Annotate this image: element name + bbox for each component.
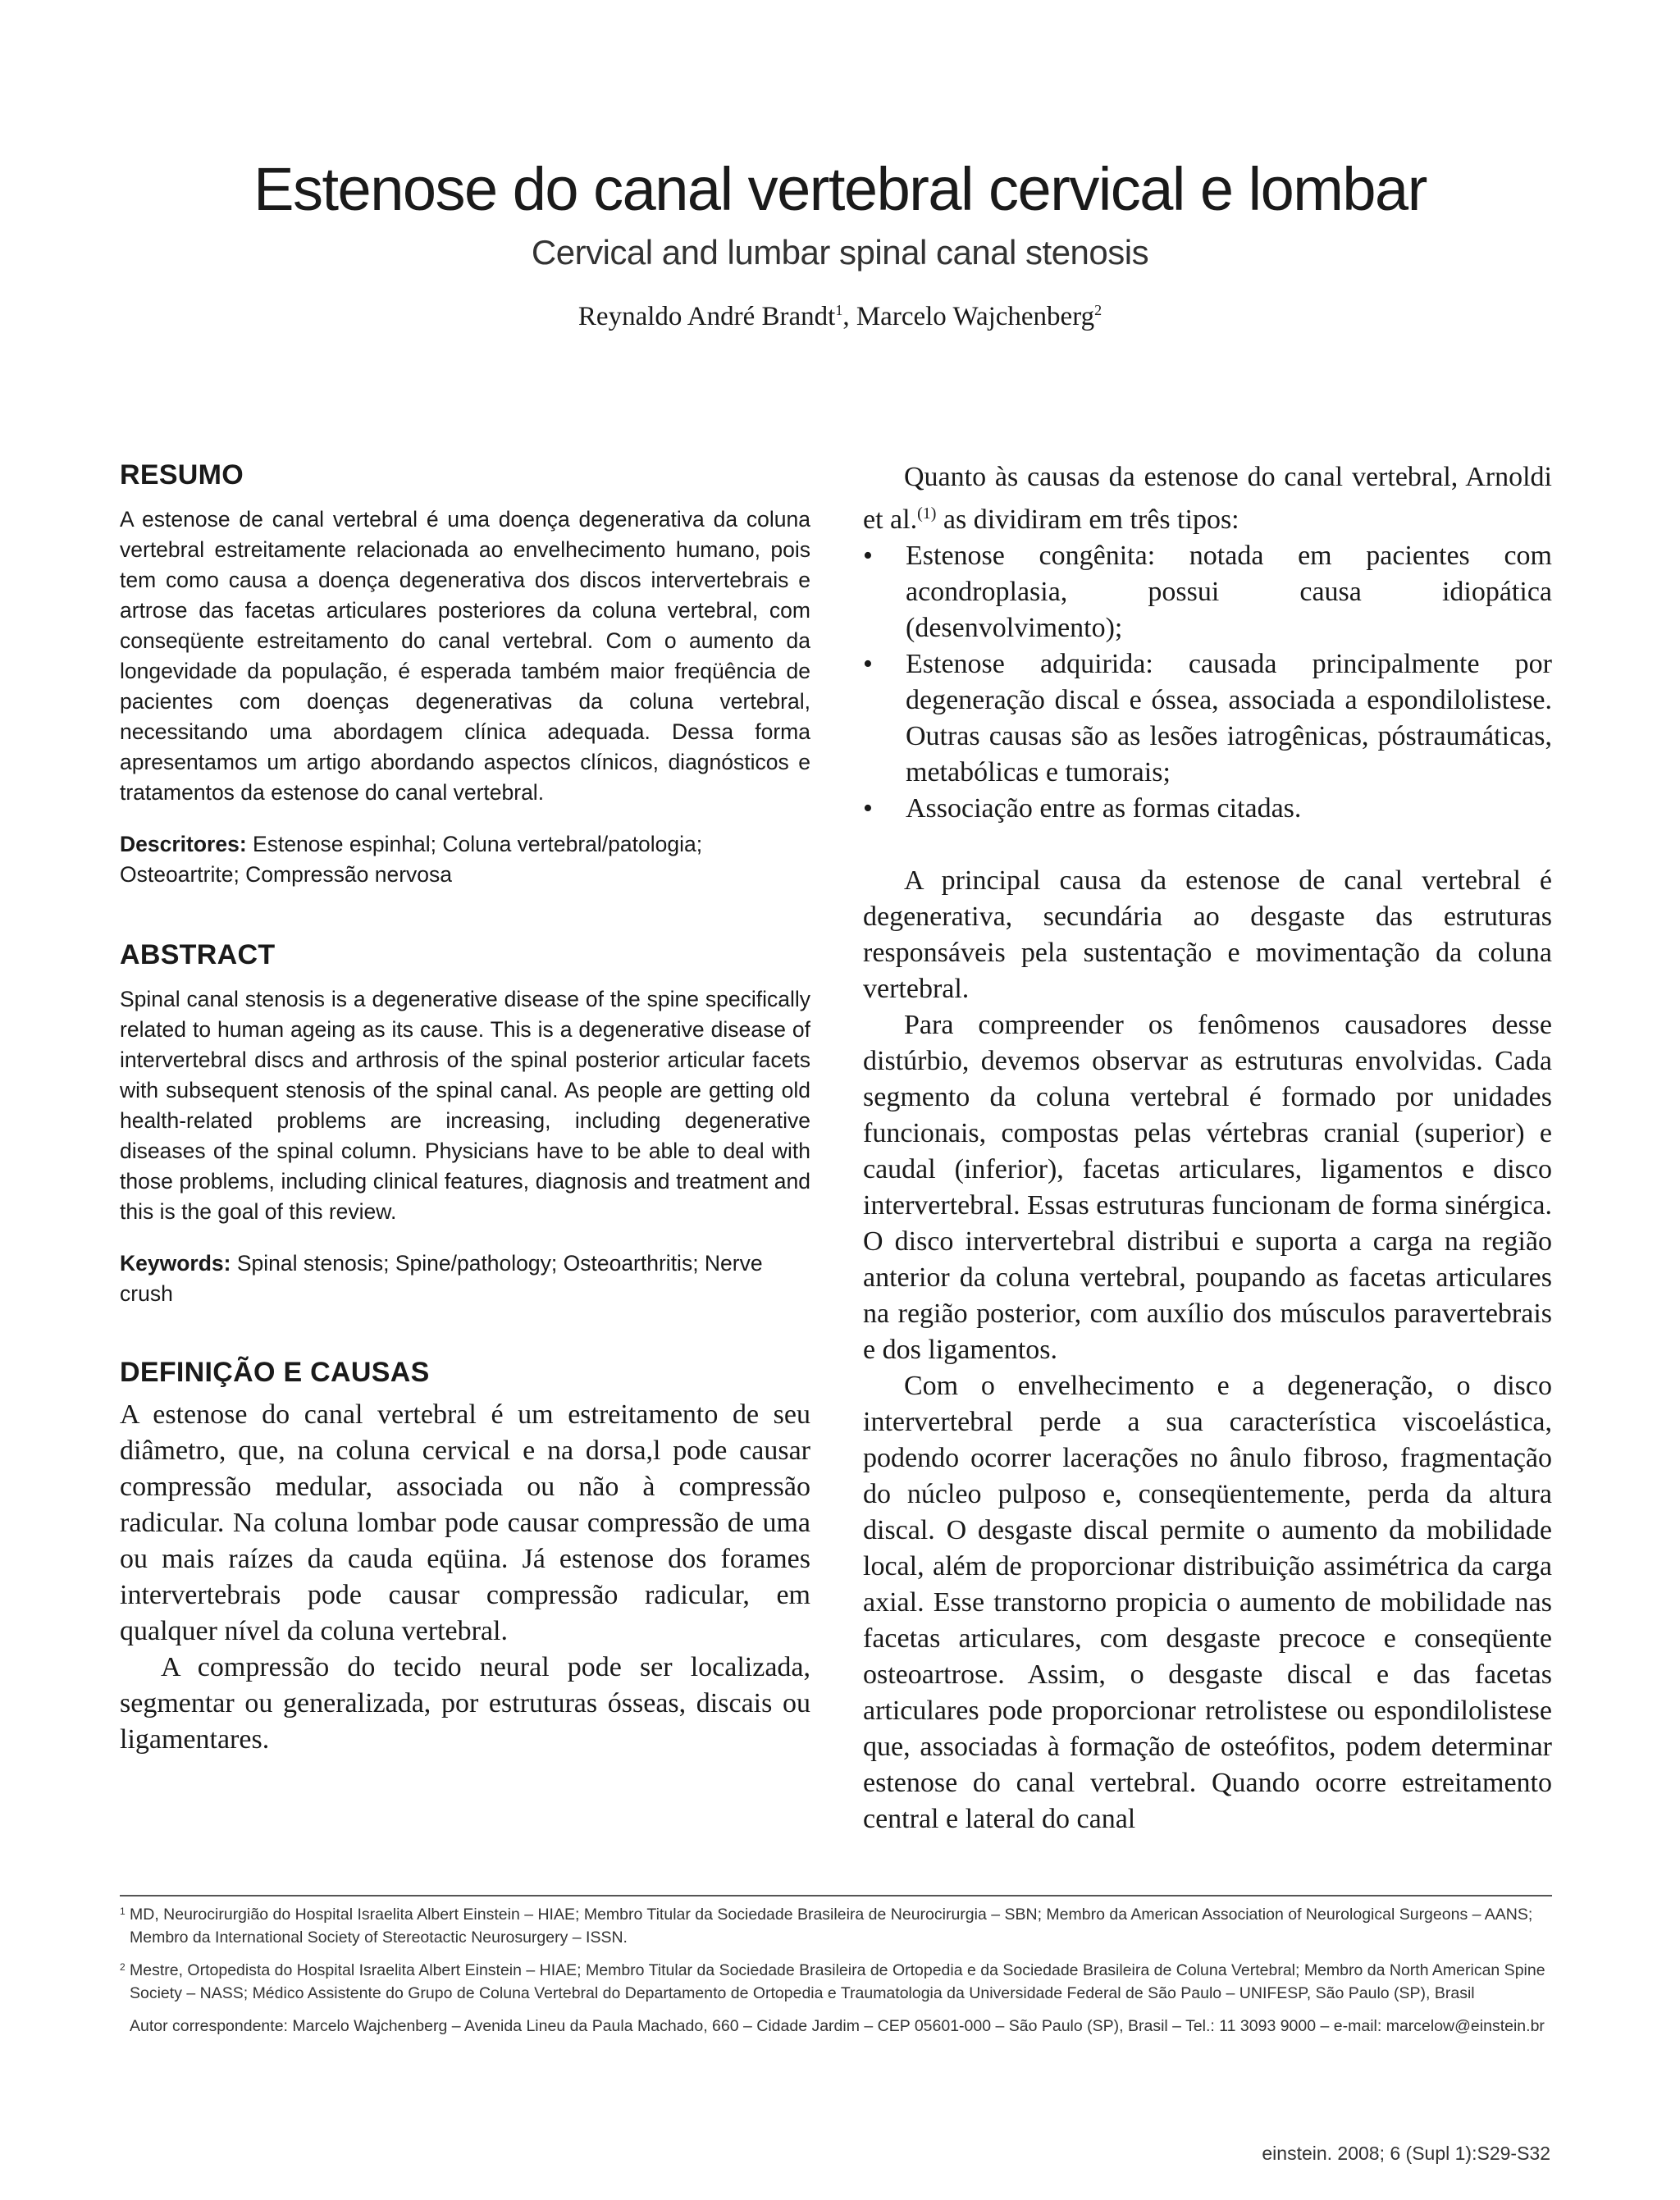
right-column [863,459,1552,1837]
footnote-mark: 2 [120,1961,126,1973]
bullet-icon: • [863,793,873,824]
abstract-section [120,939,810,1309]
author-affiliation-mark: 1 [835,302,843,318]
causes-intro-text: Quanto às causas da estenose do canal vertebral, Arnoldi et al. [863,462,1552,535]
list-item-text: Estenose congênita: notada em pacientes com acondroplasia, possui causa idiopática (desenvolvimento); [906,541,1552,643]
definicao-paragraph-2: A compressão do tecido neural pode ser localizada, segmentar ou generalizada, por estruturas ósseas, discais ou ligamentares. [120,1652,810,1755]
left-column [120,459,810,1758]
keywords-label: Descritores: [120,832,247,856]
article-title: Estenose do canal vertebral cervical e lombar [253,155,1427,223]
body-paragraph-1: A principal causa da estenose de canal vertebral é degenerativa, secundária ao desgaste das estruturas responsáveis pela sustentação e movimentação da coluna vertebral. [863,865,1552,1004]
body-paragraph-3: Com o envelhecimento e a degeneração, o disco intervertebral perde a sua característica viscoelástica, podendo ocorrer lacerações no ânulo fibroso, fragmentação do núcleo pulposo e, conseqüentemente, perda da altura discal. O desgaste discal permite o aumento da mobilidade local, além de proporcionar distribuição assimétrica da carga axial. Esse transtorno propicia o aumento de mobilidade nas facetas articulares, com desgaste precoce e conseqüente osteoartrose. Assim, o desgaste discal e das facetas articulares pode proporcionar retrolistese ou espondilolistese que, associadas à formação de osteófitos, podem determinar estenose do canal vertebral. Quando ocorre estreitamento central e lateral do canal [863,1371,1552,1834]
footnotes [120,1903,1552,2038]
journal-citation: einstein. 2008; 6 (Supl 1):S29-S32 [1262,2143,1550,2164]
list-item-text: Associação entre as formas citadas. [906,793,1302,824]
list-item [863,791,1552,827]
body-paragraph-2: Para compreender os fenômenos causadores desse distúrbio, devemos observar as estruturas envolvidas. Cada segmento da coluna vertebral é formado por unidades funcionais, compostas pelas vértebras cranial (superior) e caudal (inferior), facetas articulares, ligamentos e disco intervertebral. Essas estruturas funcionam de forma sinérgica. O disco intervertebral distribui e suporta a carga na região anterior da coluna vertebral, poupando as facetas articulares na região posterior, com auxílio dos músculos paravertebrais e dos ligamentos. [863,1010,1552,1365]
causes-intro-text: as dividiram em três tipos: [936,504,1239,535]
keywords-label: Keywords: [120,1251,231,1276]
authors-line [0,302,1680,332]
author-name: Reynaldo André Brandt [578,302,836,331]
resumo-keywords [120,829,810,890]
reference-mark: (1) [917,504,937,523]
list-item [863,646,1552,791]
author-separator: , [842,302,856,331]
footnote-1 [120,1903,1552,1949]
footnote-mark: 1 [120,1906,126,1917]
corresponding-author: Autor correspondente: Marcelo Wajchenberg – Avenida Lineu da Paula Machado, 660 – Cidade Jardim – CEP 05601-000 – São Paulo (SP), Brasil – Tel.: 11 3093 9000 – e-mail: marcelow@einstein.br [130,2017,1545,2035]
definicao-paragraph-1: A estenose do canal vertebral é um estreitamento de seu diâmetro, que, na coluna cervical e na dorsa,l pode causar compressão medular, associada ou não à compressão radicular. Na coluna lombar pode causar compressão de uma ou mais raízes da cauda eqüina. Já estenose dos forames intervertebrais pode causar compressão radicular, em qualquer nível da coluna vertebral. [120,1399,810,1646]
bullet-icon: • [863,649,873,679]
footnote-text: MD, Neurocirurgião do Hospital Israelita Albert Einstein – HIAE; Membro Titular da Sociedade Brasileira de Neurocirurgia – SBN; Membro da American Association of Neurological Surgeons – AANS; Membro da International Society of Stereotactic Neurosurgery – ISSN. [130,1906,1533,1947]
keywords-text: Spinal stenosis; Spine/pathology; Osteoarthritis; Nerve crush [120,1251,763,1306]
causes-intro [863,459,1552,538]
footnote-text: Mestre, Ortopedista do Hospital Israelita Albert Einstein – HIAE; Membro Titular da Sociedade Brasileira de Ortopedia e da Sociedade Brasileira de Coluna Vertebral; Membro da North American Spine Society – NASS; Médico Assistente do Grupo de Coluna Vertebral do Departamento de Ortopedia e Traumatologia da Universidade Federal de São Paulo – UNIFESP, São Paulo (SP), Brasil [130,1961,1545,2002]
author-affiliation-mark: 2 [1094,302,1102,318]
abstract-body: Spinal canal stenosis is a degenerative disease of the spine specifically related to human ageing as its cause. This is a degenerative disease of intervertebral discs and arthrosis of the spinal posterior articular facets with subsequent stenosis of the spinal canal. As people are getting old health-related problems are increasing, including degenerative diseases of the spinal column. Physicians have to be able to deal with those problems, including clinical features, diagnosis and treatment and this is the goal of this review. [120,987,810,1224]
bullet-icon: • [863,541,873,571]
definicao-heading: DEFINIÇÃO E CAUSAS [120,1357,430,1388]
resumo-section [120,459,810,890]
author-name: Marcelo Wajchenberg [856,302,1095,331]
abstract-keywords [120,1248,810,1309]
abstract-heading: ABSTRACT [120,939,276,970]
causes-list [863,538,1552,827]
list-item [863,538,1552,646]
list-item-text: Estenose adquirida: causada principalmente por degeneração discal e óssea, associada a espondilolistese. Outras causas são as lesões iatrogênicas, póstraumáticas, metabólicas e tumorais; [906,649,1552,787]
definicao-section [120,1357,810,1758]
keywords-text: Estenose espinhal; Coluna vertebral/patologia; Osteoartrite; Compressão nervosa [120,832,703,887]
resumo-body: A estenose de canal vertebral é uma doença degenerativa da coluna vertebral estreitamente relacionada ao envelhecimento humano, pois tem como causa a doença degenerativa dos discos intervertebrais e artrose das facetas articulares posteriores da coluna vertebral, com conseqüente estreitamento do canal vertebral. Com o aumento da longevidade da população, é esperada também maior freqüência de pacientes com doenças degenerativas da coluna vertebral, necessitando uma abordagem clínica adequada. Dessa forma apresentamos um artigo abordando aspectos clínicos, diagnósticos e tratamentos da estenose do canal vertebral. [120,507,810,805]
footnote-divider [120,1895,1552,1896]
article-subtitle: Cervical and lumbar spinal canal stenosis [531,233,1149,272]
footnote-2 [120,1959,1552,2005]
resumo-heading: RESUMO [120,459,244,491]
